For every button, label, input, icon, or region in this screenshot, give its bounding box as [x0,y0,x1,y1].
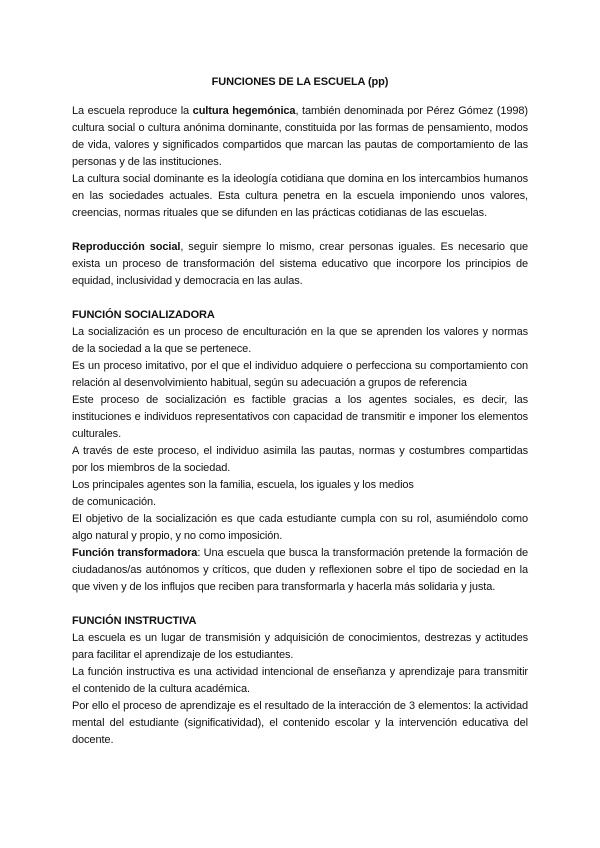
intro-p3-post: , seguir siempre lo mismo, crear personas iguales. Es necesario que exista un proceso de transformación del sistema educativo que incorpore los principios de equidad, inclusividad y democracia en las aulas. [72,241,528,287]
socializadora-p7-bold: Función transformadora [72,547,198,559]
instructiva-paragraph-3: Por ello el proceso de aprendizaje es el resultado de la interacción de 3 elementos: la actividad mental del estudiante (significatividad), el contenido escolar y la intervención educativa del docente. [72,700,528,746]
socializadora-p7-post: : Una escuela que busca la transformación pretende la formación de ciudadanos/as autónomos y críticos, que duden y reflexionen sobre el tipo de sociedad en la que viven y de los influjos que reciben para transformarla y hacerla más solidaria y justa. [72,547,528,593]
socializadora-paragraph-1: La socialización es un proceso de enculturación en la que se aprenden los valores y normas de la sociedad a la que se pertenece. [72,326,528,355]
intro-paragraph-3 [72,239,528,290]
intro-paragraph-1 [72,103,528,171]
document-title: FUNCIONES DE LA ESCUELA (pp) [211,76,389,88]
intro-paragraph-2: La cultura social dominante es la ideología cotidiana que domina en los intercambios humanos en las sociedades actuales. Esta cultura penetra en la escuela imponiendo unos valores, creencias, normas rituales que se difunden en las prácticas cotidianas de las escuelas. [72,173,528,219]
spacer [72,290,528,307]
socializadora-paragraph-5-line-2: de comunicación. [72,496,157,508]
socializadora-paragraph-6: El objetivo de la socialización es que cada estudiante cumpla con su rol, asumiéndolo como algo natural y propio, y no como imposición. [72,513,528,542]
section-heading-socializadora: FUNCIÓN SOCIALIZADORA [72,309,215,321]
socializadora-paragraph-3: Este proceso de socialización es factible gracias a los agentes sociales, es decir, las instituciones e individuos representativos con capacidad de transmitir e imponer los elementos culturales. [72,394,528,440]
socializadora-paragraph-5-line-1: Los principales agentes son la familia, escuela, los iguales y los medios [72,479,414,491]
intro-p1-bold: cultura hegemónica [192,105,296,117]
socializadora-paragraph-2: Es un proceso imitativo, por el que el individuo adquiere o perfecciona su comportamiento con relación al desenvolvimiento habitual, según su adecuación a grupos de referencia [72,360,528,389]
instructiva-paragraph-1: La escuela es un lugar de transmisión y adquisición de conocimientos, destrezas y actitudes para facilitar el aprendizaje de los estudiantes. [72,632,528,661]
socializadora-paragraph-4: A través de este proceso, el individuo asimila las pautas, normas y costumbres compartidas por los miembros de la sociedad. [72,445,528,474]
spacer [72,222,528,239]
spacer [72,596,528,613]
instructiva-paragraph-2: La función instructiva es una actividad intencional de enseñanza y aprendizaje para transmitir el contenido de la cultura académica. [72,666,528,695]
intro-p1-post: , también denominada por Pérez Gómez (1998) cultura social o cultura anónima dominante, constituida por las formas de pensamiento, modos de vida, valores y significados compartidos que marcan las pautas de comportamiento de las personas y de las instituciones. [72,105,528,168]
intro-p3-bold: Reproducción social [72,241,181,253]
section-heading-instructiva: FUNCIÓN INSTRUCTIVA [72,615,197,627]
intro-p1-pre: La escuela reproduce la [72,105,193,117]
socializadora-paragraph-7 [72,545,528,596]
